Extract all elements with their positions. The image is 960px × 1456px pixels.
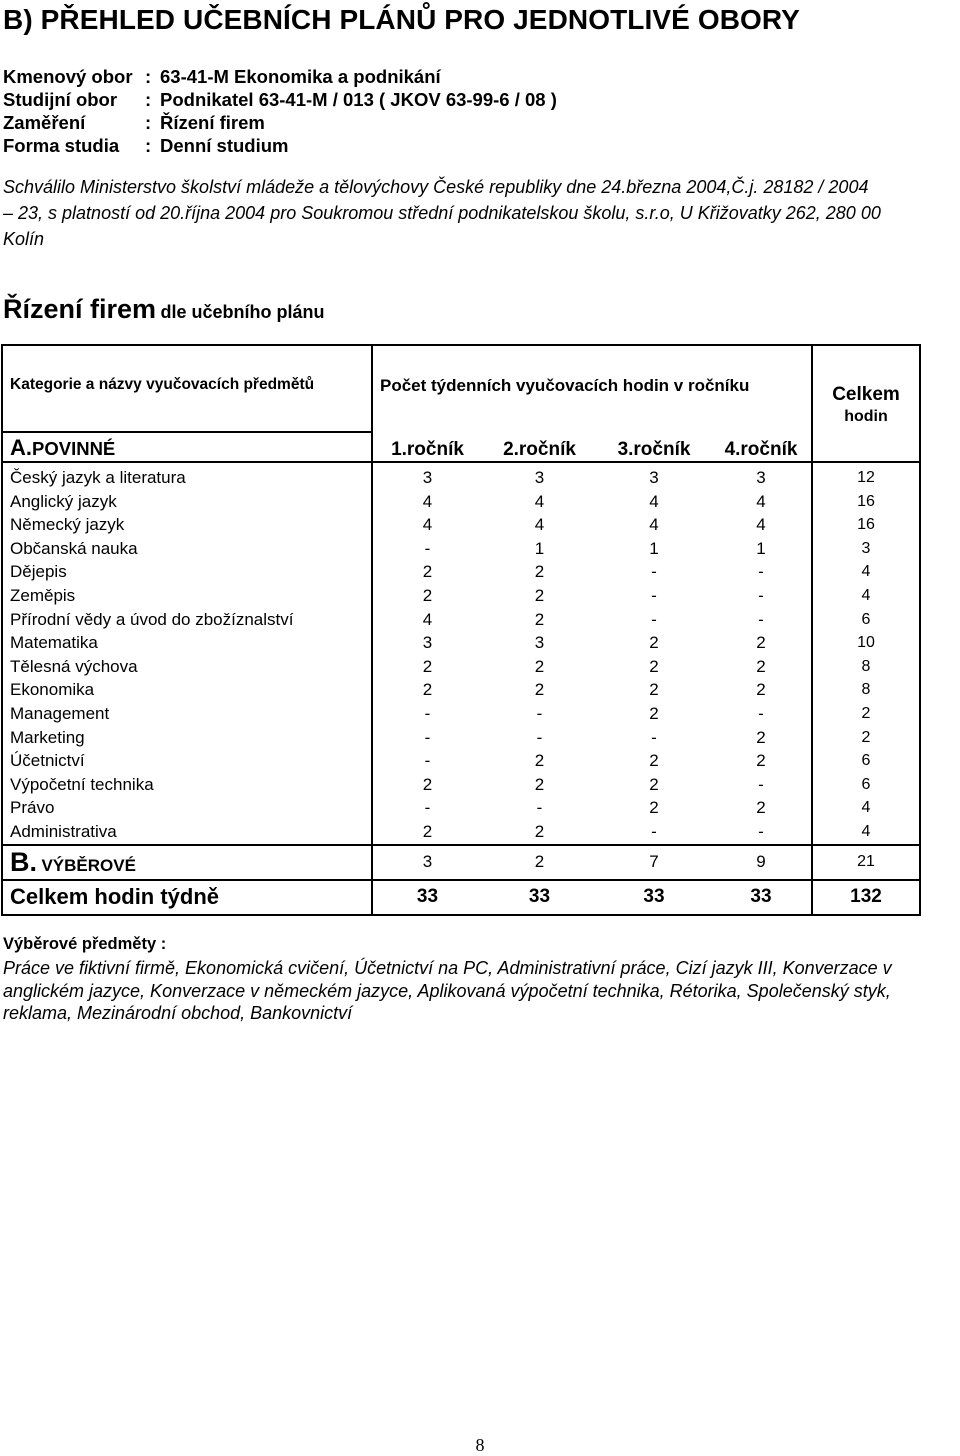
hours-year-2: 2 <box>534 562 545 582</box>
section-b-year-1: 3 <box>372 845 482 880</box>
section-b-year-2: 2 <box>482 845 597 880</box>
section-a-letter: A. <box>10 435 32 460</box>
hours-year-1: 4 <box>422 609 433 629</box>
section-b-text: VÝBĚROVÉ <box>41 855 136 875</box>
hours-year-1: 3 <box>422 468 433 487</box>
year-1-hours <box>372 462 482 845</box>
subject-name: Matematika <box>10 633 98 653</box>
approval-line-3: Kolín <box>3 229 45 249</box>
hours-total: 4 <box>861 586 871 604</box>
hours-total: 2 <box>861 704 871 722</box>
approval-line-1: Schválilo Ministerstvo školství mládeže a tělovýchovy České republiky dne 24.března 2004,Č.j. 28182 / 2004 <box>3 177 869 197</box>
hours-year-4: 2 <box>756 633 766 653</box>
hours-year-2: 2 <box>534 751 545 771</box>
weekly-total-year-2: 33 <box>482 880 597 915</box>
subject-name: Zeměpis <box>10 585 76 605</box>
section-b-label <box>2 845 372 880</box>
total-hours <box>812 462 920 845</box>
hours-total: 3 <box>861 539 871 557</box>
page-number: 8 <box>475 1435 485 1455</box>
hours-total: 2 <box>861 728 871 746</box>
hours-year-2: 2 <box>534 585 545 605</box>
section-a-text: POVINNÉ <box>32 438 116 459</box>
hours-year-2: 2 <box>534 609 545 629</box>
plan-subtitle <box>3 294 325 325</box>
header-total <box>812 345 920 462</box>
metadata-label: Studijní obor <box>3 89 118 110</box>
page-heading: B) PŘEHLED UČEBNÍCH PLÁNŮ PRO JEDNOTLIVÉ OBORY <box>3 4 800 35</box>
metadata-value: Podnikatel 63-41-M / 013 ( JKOV 63-99-6 / 08 ) <box>160 89 557 110</box>
hours-year-1: - <box>424 751 431 771</box>
hours-year-4: 2 <box>756 680 766 700</box>
electives-heading: Výběrové předměty : <box>3 935 167 953</box>
hours-year-2: 4 <box>534 491 545 511</box>
hours-year-3: 1 <box>649 538 659 558</box>
hours-year-2: - <box>536 727 543 747</box>
hours-year-3: - <box>651 821 657 841</box>
header-hours-per-year: Počet týdenních vyučovacích hodin v ročníku <box>372 345 812 432</box>
hours-total: 4 <box>861 822 871 840</box>
hours-year-4: 3 <box>756 468 766 487</box>
subject-name: Administrativa <box>10 821 117 841</box>
hours-year-4: 1 <box>756 538 766 558</box>
header-total-line2: hodin <box>844 408 888 425</box>
hours-year-2: - <box>536 703 543 723</box>
hours-year-4: - <box>758 562 764 582</box>
hours-year-1: 2 <box>422 562 433 582</box>
hours-year-4: - <box>758 821 764 841</box>
metadata-label: Zaměření <box>3 112 86 133</box>
hours-year-4: - <box>758 774 764 794</box>
hours-total: 16 <box>857 492 875 510</box>
hours-year-4: 4 <box>756 491 766 511</box>
subject-name: Tělesná výchova <box>10 656 138 676</box>
hours-year-1: 2 <box>422 821 433 841</box>
subtitle-note: dle učebního plánu <box>160 302 325 322</box>
weekly-total-year-1: 33 <box>372 880 482 915</box>
hours-year-2: 4 <box>534 515 545 535</box>
metadata-separator: : <box>145 112 152 133</box>
hours-year-3: 2 <box>649 633 659 653</box>
hours-year-3: 2 <box>649 798 659 818</box>
section-b-year-3: 7 <box>597 845 711 880</box>
weekly-total-sum: 132 <box>812 880 920 915</box>
weekly-total-year-4: 33 <box>711 880 812 915</box>
hours-year-1: - <box>424 798 431 818</box>
weekly-total-label: Celkem hodin týdně <box>2 880 372 915</box>
electives-list: Práce ve fiktivní firmě, Ekonomická cvičení, Účetnictví na PC, Administrativní práce, Cizí jazyk III, Konverzace v anglickém jazyce, Konverzace v německém jazyce, Aplikovaná výpočetní technika, Rétorika, Společenský styk, reklama, Mezinárodní obchod, Bankovnictví <box>3 958 892 1023</box>
section-b-total: 21 <box>812 845 920 880</box>
year-2-hours <box>482 462 597 845</box>
hours-year-3: 2 <box>649 774 659 794</box>
hours-year-4: 4 <box>756 515 766 535</box>
hours-total: 10 <box>857 634 875 652</box>
hours-year-1: - <box>424 538 431 558</box>
hours-total: 16 <box>857 516 875 534</box>
subject-name: Německý jazyk <box>10 515 125 535</box>
subject-name: Marketing <box>10 727 85 747</box>
hours-total: 4 <box>861 563 871 581</box>
hours-year-2: 2 <box>534 821 545 841</box>
approval-note <box>3 174 958 252</box>
metadata-separator: : <box>145 135 152 156</box>
hours-total: 8 <box>861 657 871 675</box>
subtitle-main: Řízení firem <box>3 294 157 324</box>
year-4-header: 4.ročník <box>711 432 812 462</box>
hours-year-2: 3 <box>534 633 545 653</box>
hours-year-3: 4 <box>649 491 659 511</box>
hours-year-1: 4 <box>422 515 433 535</box>
hours-total: 6 <box>861 775 871 793</box>
metadata-label: Forma studia <box>3 135 120 156</box>
hours-total: 12 <box>857 469 875 486</box>
hours-year-1: 4 <box>422 491 433 511</box>
hours-year-1: - <box>424 727 431 747</box>
approval-line-2: – 23, s platností od 20.října 2004 pro Soukromou střední podnikatelskou školu, s.r.o, U Křižovatky 262, 280 00 <box>3 203 881 223</box>
hours-year-2: - <box>536 798 543 818</box>
subject-name: Anglický jazyk <box>10 491 117 511</box>
hours-year-3: - <box>651 585 657 605</box>
year-3-hours <box>597 462 711 845</box>
section-a-label <box>2 432 372 462</box>
hours-year-1: 2 <box>422 774 433 794</box>
metadata-value: Denní studium <box>160 135 289 156</box>
hours-year-2: 2 <box>534 774 545 794</box>
hours-year-1: 2 <box>422 585 433 605</box>
hours-year-2: 2 <box>534 656 545 676</box>
weekly-total-year-3: 33 <box>597 880 711 915</box>
hours-year-3: 2 <box>649 751 659 771</box>
hours-year-1: - <box>424 703 431 723</box>
metadata-separator: : <box>145 66 152 87</box>
hours-year-3: 2 <box>649 703 659 723</box>
metadata-value: Řízení firem <box>160 112 265 133</box>
subject-name: Občanská nauka <box>10 538 138 558</box>
subject-names <box>2 462 372 845</box>
section-b-letter: B. <box>10 846 37 877</box>
hours-year-3: - <box>651 727 657 747</box>
hours-year-3: 2 <box>649 680 659 700</box>
header-total-line1: Celkem <box>832 384 900 405</box>
subject-name: Management <box>10 703 110 723</box>
hours-year-4: 2 <box>756 727 766 747</box>
subject-name: Český jazyk a literatura <box>10 468 186 487</box>
hours-year-4: - <box>758 609 764 629</box>
hours-total: 4 <box>861 799 871 817</box>
hours-year-2: 3 <box>534 468 545 487</box>
hours-year-4: 2 <box>756 751 766 771</box>
subject-name: Přírodní vědy a úvod do zbožíznalství <box>10 609 294 629</box>
subject-name: Výpočetní technika <box>10 774 154 794</box>
subject-name: Ekonomika <box>10 680 95 700</box>
hours-total: 6 <box>861 610 871 628</box>
hours-year-3: 3 <box>649 468 659 487</box>
year-1-header: 1.ročník <box>372 432 482 462</box>
hours-year-4: 2 <box>756 798 766 818</box>
subject-name: Dějepis <box>10 562 67 582</box>
hours-year-1: 2 <box>422 656 433 676</box>
hours-year-4: 2 <box>756 656 766 676</box>
hours-year-3: 2 <box>649 656 659 676</box>
section-b-year-4: 9 <box>711 845 812 880</box>
hours-year-3: - <box>651 562 657 582</box>
metadata-value: 63-41-M Ekonomika a podnikání <box>160 66 441 87</box>
hours-year-1: 3 <box>422 633 433 653</box>
hours-year-4: - <box>758 703 764 723</box>
subject-name: Účetnictví <box>10 751 85 771</box>
year-4-hours <box>711 462 812 845</box>
metadata-separator: : <box>145 89 152 110</box>
year-3-header: 3.ročník <box>597 432 711 462</box>
hours-year-1: 2 <box>422 680 433 700</box>
hours-total: 6 <box>861 752 871 770</box>
hours-year-4: - <box>758 585 764 605</box>
curriculum-table <box>1 344 921 916</box>
hours-year-2: 2 <box>534 680 545 700</box>
hours-total: 8 <box>861 681 871 699</box>
header-category: Kategorie a názvy vyučovacích předmětů <box>2 345 372 432</box>
hours-year-3: - <box>651 609 657 629</box>
year-2-header: 2.ročník <box>482 432 597 462</box>
hours-year-2: 1 <box>534 538 545 558</box>
subject-name: Právo <box>10 798 55 818</box>
metadata-label: Kmenový obor <box>3 66 133 87</box>
hours-year-3: 4 <box>649 515 659 535</box>
